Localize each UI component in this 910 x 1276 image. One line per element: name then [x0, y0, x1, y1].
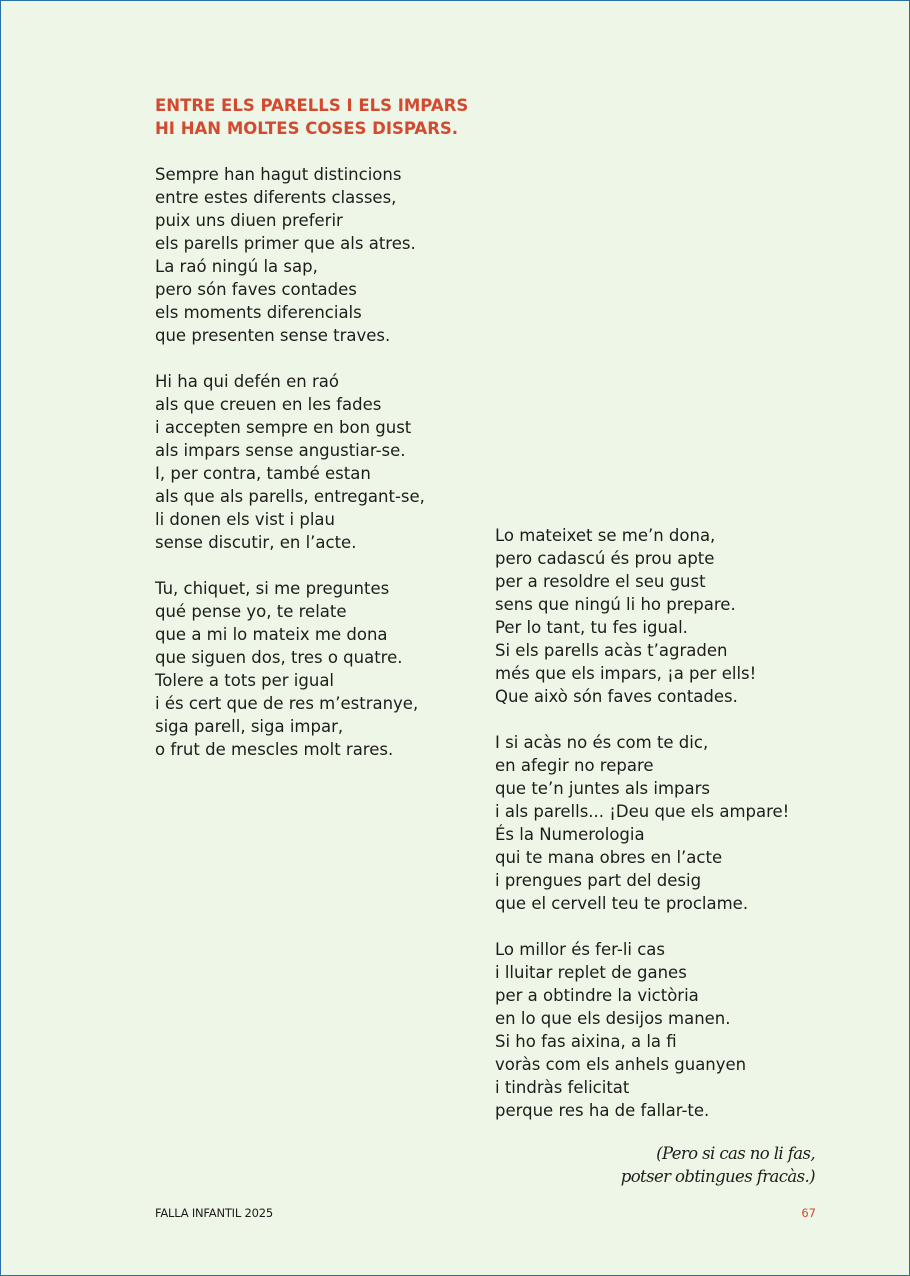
verse-line: per a obtindre la victòria	[495, 986, 699, 1005]
stanza-5	[495, 731, 835, 915]
verse-line: perque res ha de fallar-te.	[495, 1101, 710, 1120]
verse-line: sense discutir, en l’acte.	[155, 533, 357, 552]
verse-line: en lo que els desijos manen.	[495, 1009, 731, 1028]
stanza-1	[155, 163, 495, 347]
stanza-4	[495, 524, 835, 708]
poem-title-line-1: ENTRE ELS PARELLS I ELS IMPARS	[155, 96, 469, 115]
verse-line: La raó ningú la sap,	[155, 257, 318, 276]
verse-line: siga parell, siga impar,	[155, 717, 344, 736]
verse-line: entre estes diferents classes,	[155, 188, 397, 207]
verse-line: Tolere a tots per igual	[155, 671, 335, 690]
verse-line: per a resoldre el seu gust	[495, 572, 706, 591]
verse-line: que el cervell teu te proclame.	[495, 894, 749, 913]
verse-line: als que als parells, entregant-se,	[155, 487, 425, 506]
poem-title-line-2: HI HAN MOLTES COSES DISPARS.	[155, 119, 459, 138]
verse-line: que te’n juntes als impars	[495, 779, 711, 798]
verse-line: i accepten sempre en bon gust	[155, 418, 412, 437]
closing-line-2: potser obtingues fracàs.)	[620, 1167, 815, 1186]
verse-line: li donen els vist i plau	[155, 510, 335, 529]
verse-line: Si els parells acàs t’agraden	[495, 641, 728, 660]
verse-line: els moments diferencials	[155, 303, 362, 322]
verse-line: Sempre han hagut distincions	[155, 165, 402, 184]
verse-line: Hi ha qui defén en raó	[155, 372, 339, 391]
verse-line: i tindràs felicitat	[495, 1078, 630, 1097]
verse-line: i lluitar replet de ganes	[495, 963, 687, 982]
verse-line: pero són faves contades	[155, 280, 357, 299]
stanza-6	[495, 938, 835, 1122]
closing-line-1: (Pero si cas no li fas,	[656, 1144, 815, 1163]
verse-line: Lo millor és fer-li cas	[495, 940, 666, 959]
closing-couplet	[621, 1142, 815, 1188]
verse-line: en afegir no repare	[495, 756, 654, 775]
verse-line: més que els impars, ¡a per ells!	[495, 664, 757, 683]
verse-line: Lo mateixet se me’n dona,	[495, 526, 716, 545]
verse-line: que a mi lo mateix me dona	[155, 625, 388, 644]
verse-line: qué pense yo, te relate	[155, 602, 347, 621]
stanza-3	[155, 577, 495, 761]
verse-line: que siguen dos, tres o quatre.	[155, 648, 403, 667]
verse-line: voràs com els anhels guanyen	[495, 1055, 747, 1074]
verse-line: Si ho fas aixina, a la fi	[495, 1032, 677, 1051]
verse-line: qui te mana obres en l’acte	[495, 848, 723, 867]
right-column	[495, 524, 835, 1145]
verse-line: i als parells... ¡Deu que els ampare!	[495, 802, 790, 821]
verse-line: als impars sense angustiar-se.	[155, 441, 406, 460]
verse-line: als que creuen en les fades	[155, 395, 382, 414]
page-number: 67	[801, 1206, 816, 1220]
verse-line: Per lo tant, tu fes igual.	[495, 618, 688, 637]
verse-line: els parells primer que als atres.	[155, 234, 416, 253]
verse-line: I, per contra, també estan	[155, 464, 371, 483]
verse-line: pero cadascú és prou apte	[495, 549, 715, 568]
footer-publication: FALLA INFANTIL 2025	[155, 1206, 273, 1220]
verse-line: o frut de mescles molt rares.	[155, 740, 394, 759]
verse-line: Tu, chiquet, si me preguntes	[155, 579, 390, 598]
verse-line: puix uns diuen preferir	[155, 211, 343, 230]
poem-title	[155, 94, 495, 140]
stanza-2	[155, 370, 495, 554]
verse-line: que presenten sense traves.	[155, 326, 391, 345]
verse-line: sens que ningú li ho prepare.	[495, 595, 736, 614]
left-column	[155, 163, 495, 784]
verse-line: i prengues part del desig	[495, 871, 702, 890]
verse-line: i és cert que de res m’estranye,	[155, 694, 419, 713]
verse-line: És la Numerologia	[495, 825, 645, 844]
verse-line: Que això són faves contades.	[495, 687, 738, 706]
verse-line: I si acàs no és com te dic,	[495, 733, 709, 752]
